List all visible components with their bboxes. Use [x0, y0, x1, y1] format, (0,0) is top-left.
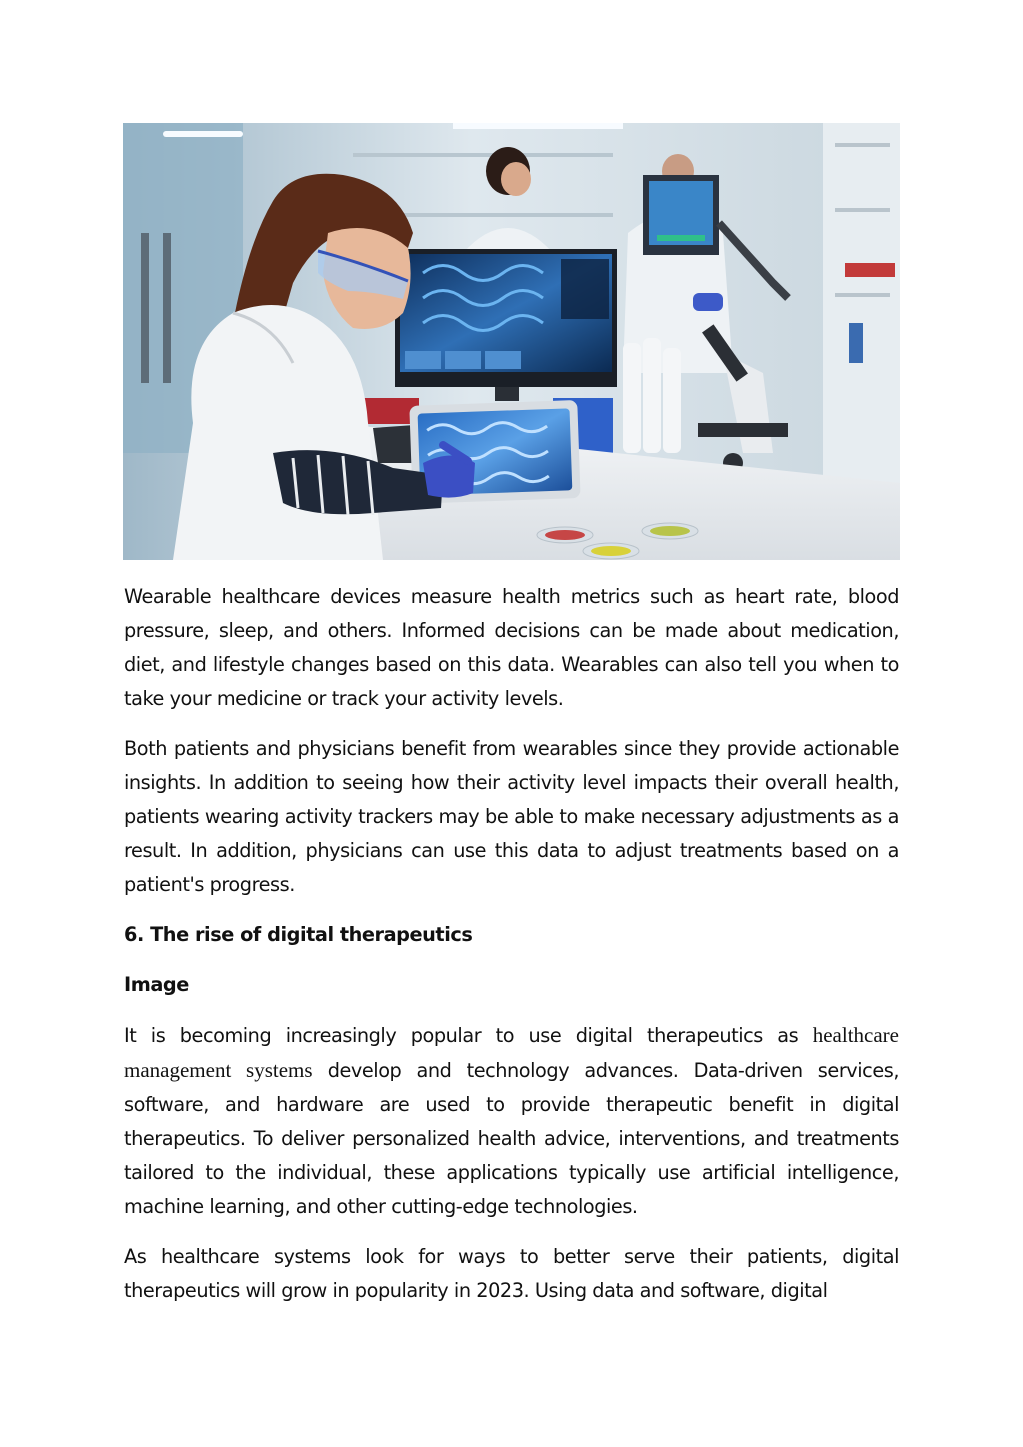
paragraph-popularity: As healthcare systems look for ways to better serve their patients, digital therapeutics will grow in popularity in 2023. Using data and software, digital	[124, 1245, 899, 1302]
article-body	[124, 580, 899, 1324]
healthcare-management-systems-link[interactable]: healthcare management systems	[124, 1023, 899, 1082]
paragraph-wearables: Wearable healthcare devices measure health metrics such as heart rate, blood pressure, sleep, and others. Informed decisions can be made about medication, diet, and lifestyle changes based on this data. Wearables can also tell you when to take your medicine or track your activity levels.	[124, 585, 899, 710]
paragraph-text-end: develop and technology advances. Data-driven services, software, and hardware are used to provide therapeutic benefit in digital therapeutics. To deliver personalized health advice, interventions, and treatments tailored to the individual, these applications typically use artificial intelligence, machine learning, and other cutting-edge technologies.	[124, 1059, 900, 1218]
lab-photo	[123, 123, 900, 560]
paragraph-text-start: It is becoming increasingly popular to use digital therapeutics as	[124, 1024, 813, 1047]
paragraph-digital-therapeutics	[124, 1018, 899, 1224]
image-label: Image	[124, 973, 189, 996]
paragraph-benefits: Both patients and physicians benefit from wearables since they provide actionable insights. In addition to seeing how their activity level impacts their overall health, patients wearing activity trackers may be able to make necessary adjustments as a result. In addition, physicians can use this data to adjust treatments based on a patient's progress.	[124, 737, 899, 896]
section-heading: 6. The rise of digital therapeutics	[124, 923, 473, 946]
